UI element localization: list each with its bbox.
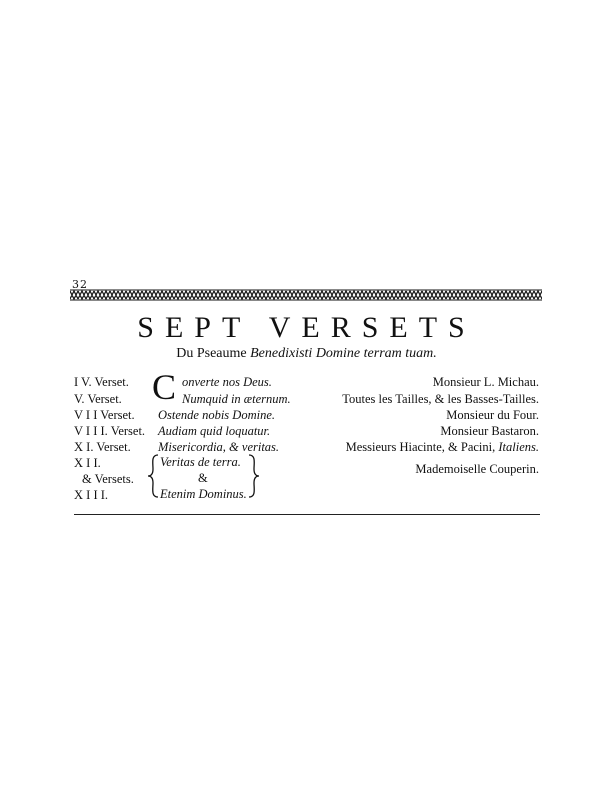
verse-label: I V. Verset. — [74, 375, 129, 389]
verse-performer — [342, 392, 539, 408]
right-brace — [247, 453, 261, 499]
verse-latin: onverte nos Deus. — [182, 375, 272, 389]
performer-nationality: Italiens. — [498, 440, 539, 454]
bottom-rule — [74, 514, 540, 515]
subtitle-latin: Benedixisti Domine terram tuam. — [250, 346, 437, 361]
dropcap: C — [152, 367, 177, 407]
performer-name: Monsieur du Four. — [446, 408, 539, 422]
verse-label: X I. Verset. — [74, 440, 131, 454]
performer-name: Monsieur L. Michau. — [432, 375, 539, 389]
group-latin-mid: & — [198, 471, 208, 485]
verse-performer — [440, 424, 539, 440]
verse-latin: Numquid in æternum. — [182, 392, 291, 406]
verse-label: V. Verset. — [74, 392, 122, 406]
page-number: 32 — [72, 278, 88, 291]
verse-latin: Ostende nobis Domine. — [158, 408, 275, 422]
page-title: SEPT VERSETS — [137, 311, 476, 344]
performer-name: Messieurs Hiacinte, & Pacini, — [345, 440, 499, 454]
verse-label: V I I I. Verset. — [74, 424, 146, 438]
subtitle-prefix: Du Pseaume — [176, 346, 247, 361]
verse-label: V I I Verset. — [74, 408, 135, 422]
group-label-bottom: X I I I. — [74, 488, 109, 502]
ornament-band — [70, 289, 542, 301]
verse-latin: Audiam quid loquatur. — [158, 424, 271, 438]
verse-performer — [446, 408, 539, 424]
group-performer: Mademoiselle Couperin. — [415, 462, 539, 476]
performer-name: Toutes les Tailles, & les Basses-Tailles. — [342, 392, 539, 406]
group-label-mid: & Versets. — [82, 472, 134, 486]
performer-name: Monsieur Bastaron. — [440, 424, 539, 438]
verse-performer — [433, 375, 539, 391]
group-label-top: X I I. — [74, 456, 101, 470]
left-brace — [146, 453, 160, 499]
subtitle — [0, 346, 613, 362]
group-latin-bottom: Etenim Dominus. — [160, 487, 247, 501]
verse-performer — [346, 440, 539, 456]
group-latin-top: Veritas de terra. — [160, 455, 241, 469]
verse-latin: Misericordia, & veritas. — [158, 440, 280, 454]
